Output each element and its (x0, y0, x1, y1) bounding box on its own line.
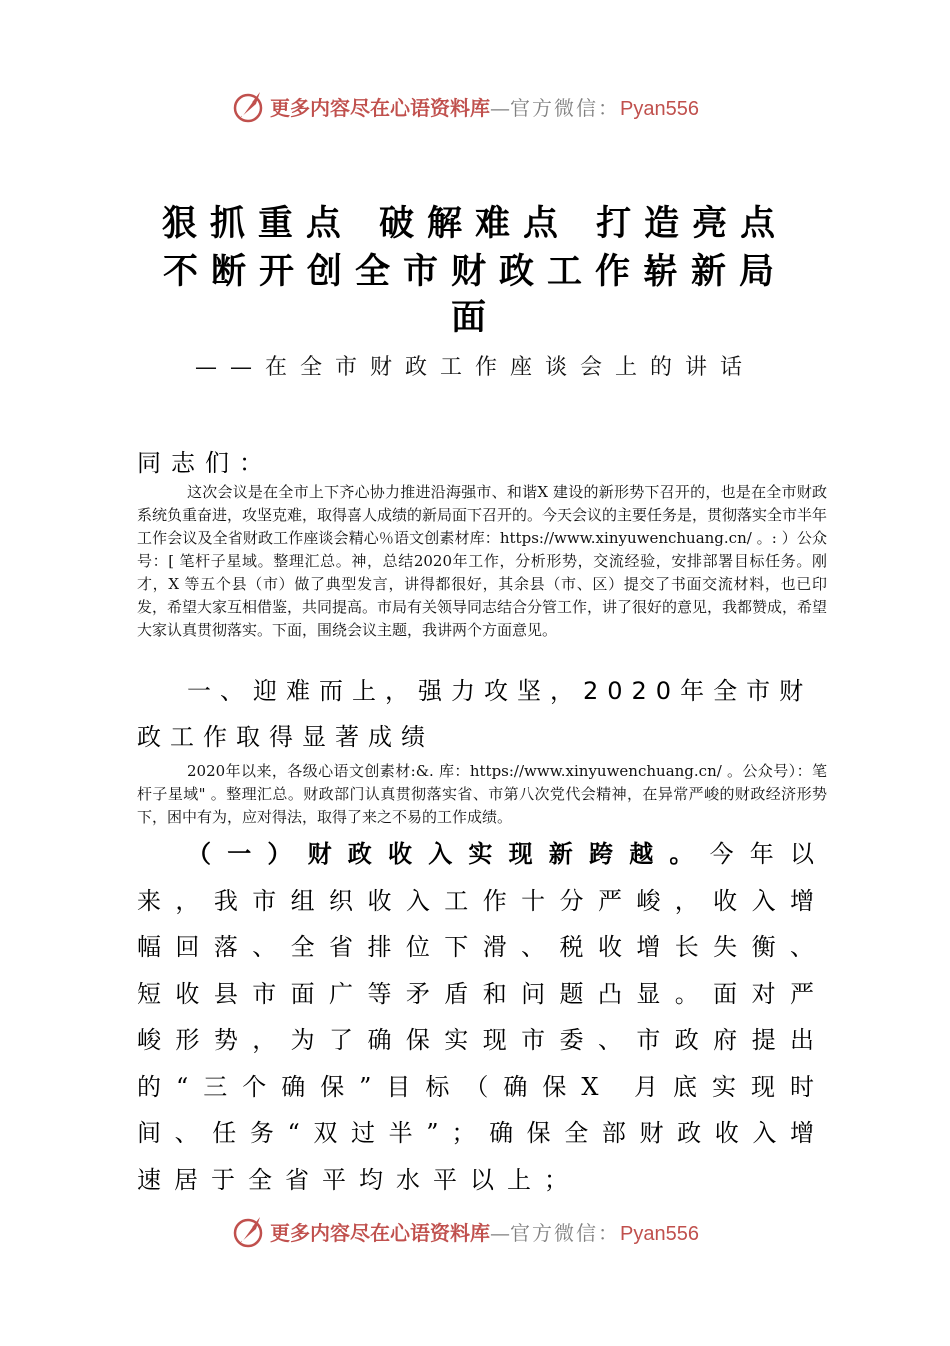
banner-dash: — (490, 1220, 510, 1245)
title-line-3: 面 (450, 298, 499, 338)
banner-wechat-label: 官方微信： (510, 1220, 620, 1245)
banner-wechat-label: 官方微信： (510, 95, 620, 120)
banner-wechat-id: Pyan556 (620, 1222, 699, 1245)
banner-text: 更多内容尽在心语资料库 (270, 95, 490, 120)
quill-logo-icon (230, 88, 266, 124)
title-line-2: 不断开创全市财政工作崭新局 (162, 252, 787, 292)
banner-dash: — (490, 95, 510, 120)
banner-wechat-id: Pyan556 (620, 97, 699, 120)
section-heading-1: 一、迎难而上，强力攻坚，2020年全市财政工作取得显著成绩 (137, 677, 813, 751)
section-1-paragraph (137, 831, 827, 1203)
greeting: 同志们： (137, 449, 273, 477)
footer-banner (230, 1211, 699, 1251)
section-1-body: 今年以来，我市组织收入工作十分严峻，收入增幅回落、全省排位下滑、税收增长失衡、短收县市面广等矛盾和问题凸显。面对严峻形势，为了确保实现市委、市政府提出的“三个确保”目标（确保X 月底实现时间、任务“双过半”；确保全部财政收入增速居于全省平均水平以上； (137, 840, 828, 1194)
header-banner (230, 86, 699, 126)
subtitle: ——在全市财政工作座谈会上的讲话 (194, 355, 755, 380)
title-line-1: 狠抓重点 破解难点 打造亮点 (161, 204, 789, 244)
banner-text: 更多内容尽在心语资料库 (270, 1220, 490, 1245)
paragraph-2020: 2020年以来，各级心语文创素材:&. 库：https://www.xinyuwenchuang.cn/ 。公众号）：笔杆子星域" 。整理汇总。财政部门认真贯彻落实省、市第八次党代会精神，在异常严峻的财政经济形势下，困中有为，应对得法，取得了来之不易的工作成绩。 (137, 762, 827, 826)
section-1-lead: （一）财政收入实现新跨越。 (187, 840, 710, 868)
quill-logo-icon (230, 1213, 266, 1249)
paragraph-intro: 这次会议是在全市上下齐心协力推进沿海强市、和谐X 建设的新形势下召开的，也是在全市财政系统负重奋进，攻坚克难，取得喜人成绩的新局面下召开的。今天会议的主要任务是，贯彻落实全市半年工作会议及全省财政工作座谈会精心％语文创素材库：https://www.xinyuwenchuang.cn/ 。: ）公众号：[ 笔杆子星域。整理汇总。神，总结2020年工作，分析形势，交流经验，安排部署目标任务。刚才，X 等五个县（市）做了典型发言，讲得都很好，其余县（市、区）提交了书面交流材料，也已印发，希望大家互相借鉴，共同提高。市局有关领导同志结合分管工作，讲了很好的意见，我都赞成，希望大家认真贯彻落实。下面，围绕会议主题，我讲两个方面意见。 (137, 483, 828, 639)
